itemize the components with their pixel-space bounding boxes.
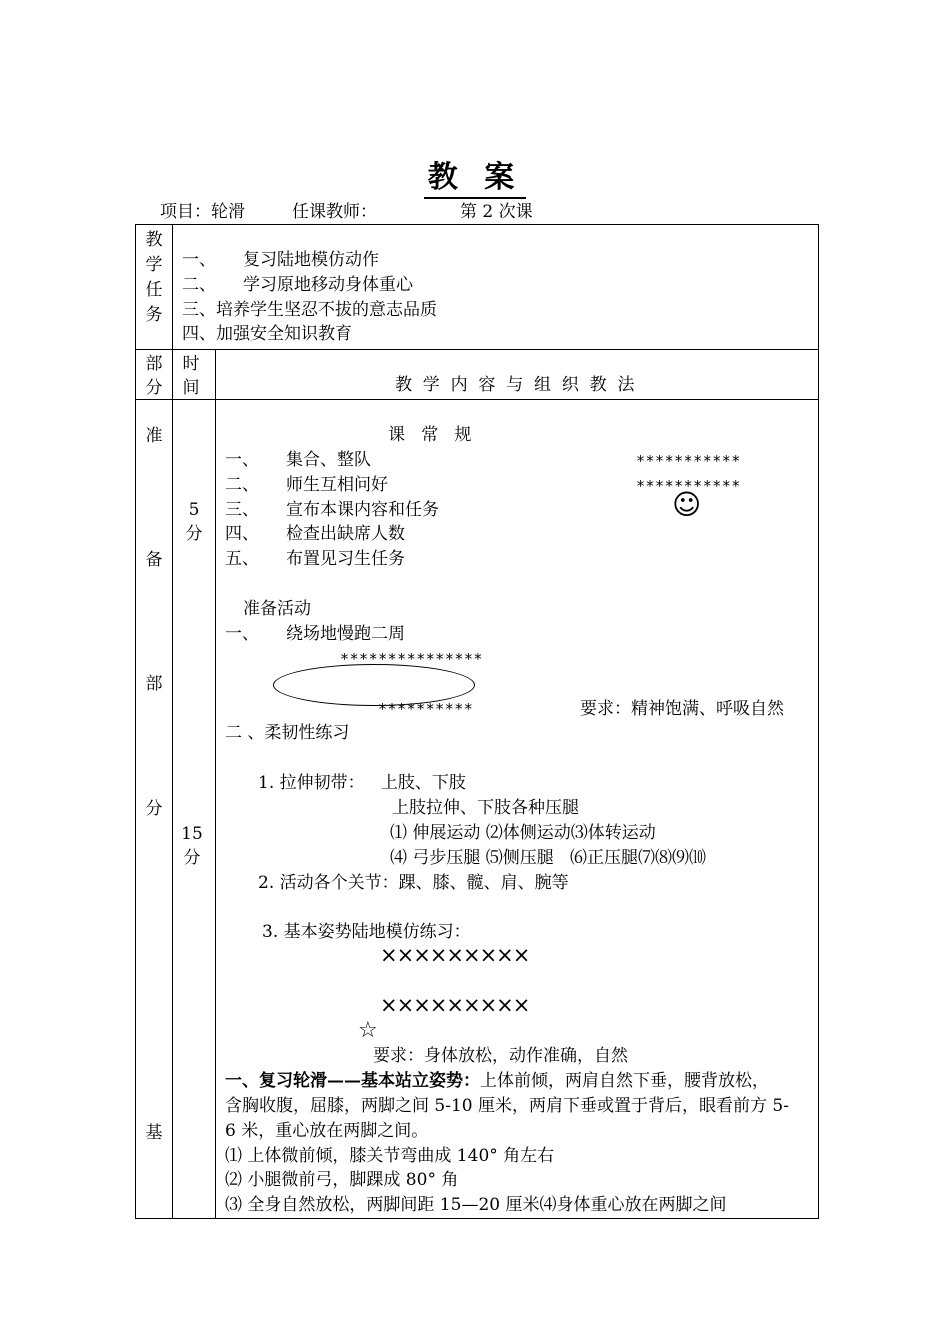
task-label-char: 学	[145, 255, 163, 275]
main-bold-lead: 一、复习轮滑——基本站立姿势：	[225, 1071, 480, 1091]
table-top-border	[135, 224, 819, 225]
main-line	[225, 1069, 769, 1094]
part-head-char: 部	[145, 354, 163, 374]
time-head-char: 间	[182, 378, 200, 398]
task-item: 二、 学习原地移动身体重心	[182, 275, 414, 295]
formation-stars: ***********	[636, 477, 741, 495]
routine-heading: 课 常 规	[388, 425, 472, 445]
table-row-divider	[135, 399, 819, 400]
content-column-heading: 教 学 内 容 与 组 织 教 法	[395, 375, 635, 395]
task-item: 四、加强安全知识教育	[182, 324, 352, 344]
main-line: 含胸收腹，屈膝，两脚之间 5-10 厘米，两肩下垂或置于背后，眼看前方 5-	[225, 1096, 789, 1116]
main-point: ⑴ 上体微前倾，膝关节弯曲成 140° 角左右	[225, 1146, 555, 1166]
lesson-number: 第 2 次课	[460, 202, 533, 222]
table-bottom-border	[135, 1218, 819, 1219]
teacher-label: 任课教师：	[292, 202, 377, 222]
time-value: 15	[181, 824, 203, 844]
main-point: ⑵ 小腿微前弓，脚踝成 80° 角	[225, 1170, 459, 1190]
project-label: 项目：轮滑	[160, 202, 245, 222]
task-item: 一、 复习陆地模仿动作	[182, 250, 380, 270]
running-stars: ***************	[340, 650, 483, 668]
part-label-char: 备	[145, 550, 163, 570]
running-stars: **********	[378, 700, 474, 718]
part-label-char: 准	[145, 426, 163, 446]
joints-text: 2. 活动各个关节：踝、膝、髋、肩、腕等	[258, 873, 569, 893]
task-label-char: 任	[145, 280, 163, 300]
table-right-border	[818, 224, 819, 1219]
warmup-item: 二 、柔韧性练习	[225, 723, 350, 743]
stretch-list: ⑴ 伸展运动 ⑵体侧运动⑶体转运动	[390, 823, 656, 843]
formation-row: ×××××××××	[380, 993, 530, 1017]
posture-title: 3. 基本姿势陆地模仿练习：	[262, 922, 471, 942]
time-head-char: 时	[182, 354, 200, 374]
posture-requirement: 要求：身体放松，动作准确，自然	[373, 1046, 628, 1066]
task-label-char: 务	[145, 305, 163, 325]
main-line: 6 米，重心放在两脚之间。	[225, 1121, 429, 1141]
time-unit: 分	[185, 524, 203, 544]
routine-item: 五、 布置见习生任务	[225, 549, 406, 569]
main-point: ⑶ 全身自然放松，两脚间距 15—20 厘米⑷身体重心放在两脚之间	[225, 1195, 727, 1215]
stretch-desc: 上肢拉伸、下肢各种压腿	[392, 798, 579, 818]
routine-item: 二、 师生互相问好	[225, 475, 389, 495]
time-unit: 分	[183, 848, 201, 868]
table-column-divider	[215, 349, 216, 1219]
task-item: 三、培养学生坚忍不拔的意志品质	[182, 300, 437, 320]
routine-item: 三、 宣布本课内容和任务	[225, 500, 440, 520]
part-label-char: 部	[145, 674, 163, 694]
routine-item: 一、 集合、整队	[225, 450, 372, 470]
table-column-divider	[172, 224, 173, 1219]
routine-item: 四、 检查出缺席人数	[225, 524, 406, 544]
stretch-list: ⑷ 弓步压腿 ⑸侧压腿 ⑹正压腿⑺⑻⑼⑽	[390, 848, 707, 868]
stretch-title: 1. 拉伸韧带： 上肢、下肢	[258, 773, 466, 793]
warmup-heading: 准备活动	[243, 599, 311, 619]
table-row-divider	[135, 349, 819, 350]
teacher-star-icon: ☆	[358, 1018, 378, 1043]
formation-row: ×××××××××	[380, 943, 530, 967]
warmup-item: 一、 绕场地慢跑二周	[225, 624, 406, 644]
formation-stars: ***********	[636, 452, 741, 470]
warmup-requirement: 要求：精神饱满、呼吸自然	[580, 699, 784, 719]
main-line-rest: 上体前倾，两肩自然下垂，腰背放松，	[480, 1071, 769, 1091]
document-title: 教 案	[0, 152, 950, 196]
part-label-char: 基	[145, 1123, 163, 1143]
part-head-char: 分	[145, 378, 163, 398]
time-value: 5	[188, 500, 200, 520]
smiley-icon: ☺	[672, 488, 702, 521]
part-label-char: 分	[145, 799, 163, 819]
task-label-char: 教	[145, 230, 163, 250]
